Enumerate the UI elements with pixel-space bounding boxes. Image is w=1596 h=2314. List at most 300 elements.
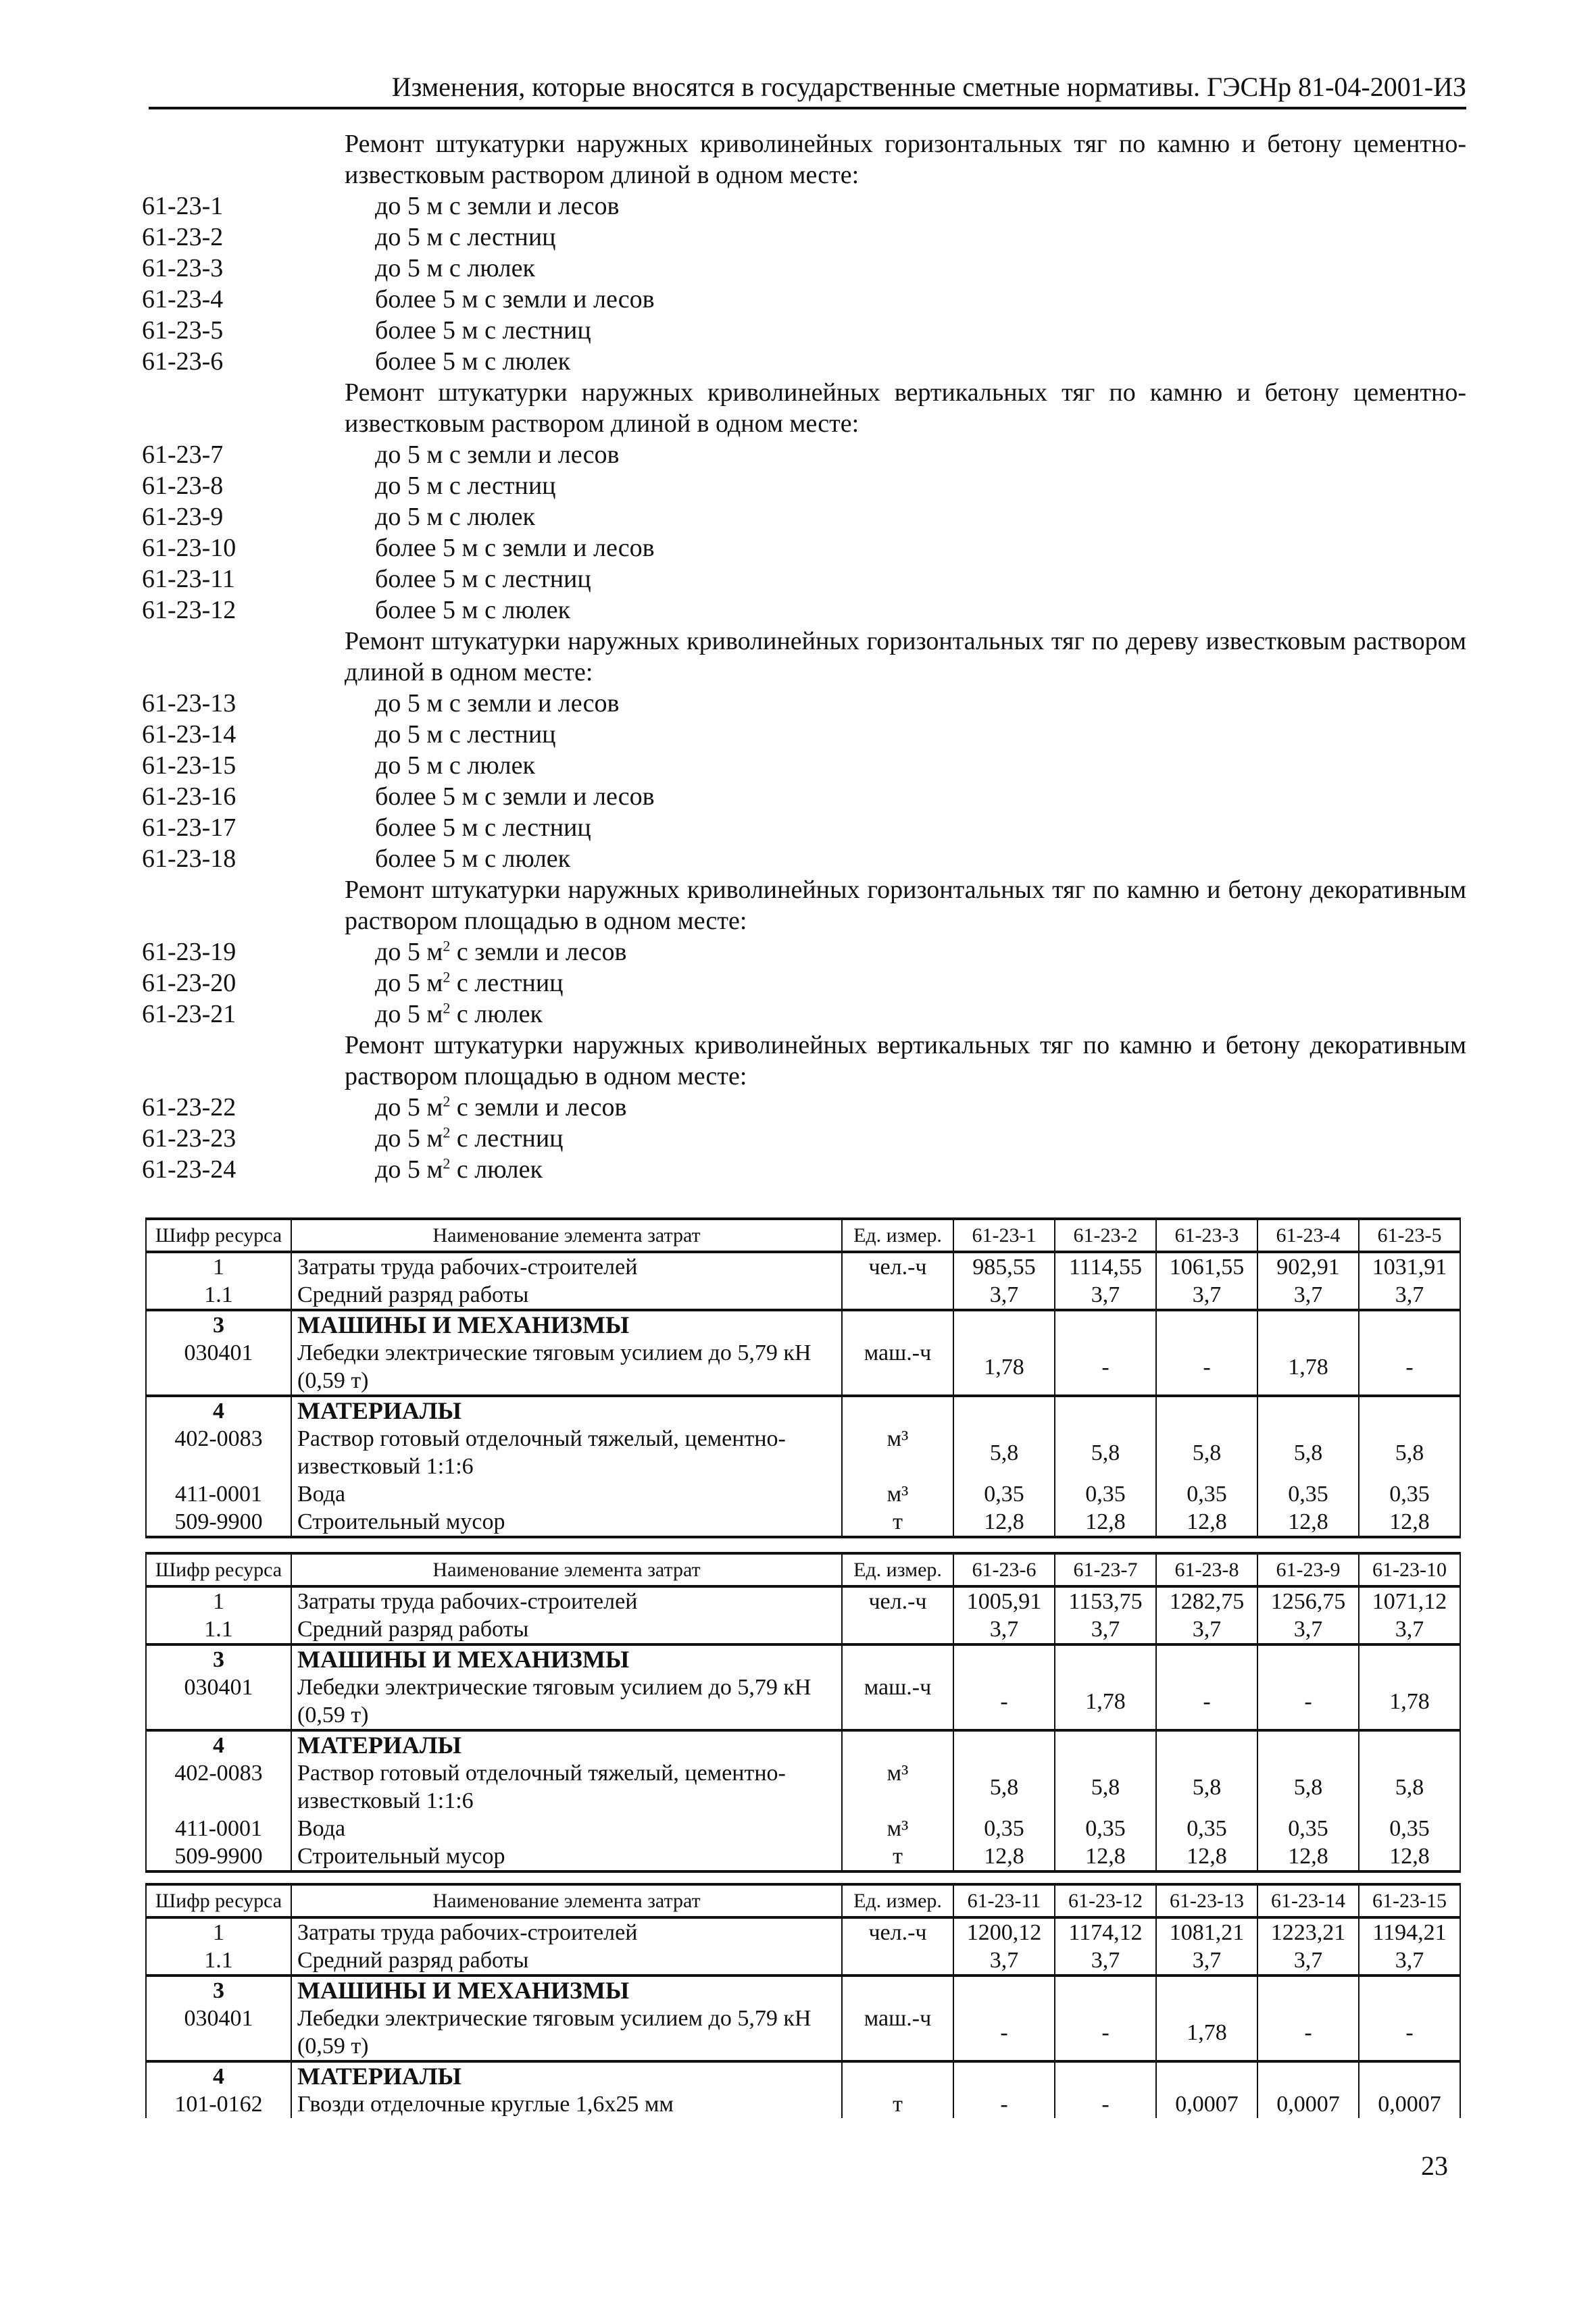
table-row [146, 1339, 1460, 1396]
resource-table-block [145, 1883, 1461, 2118]
superscript: 2 [443, 1124, 451, 1141]
resource-value: 12,8 [1257, 1508, 1359, 1537]
resource-code: 509-9900 [146, 1508, 291, 1537]
resource-value: 0,35 [1156, 1480, 1257, 1508]
table-row [146, 1615, 1460, 1644]
resource-code: 030401 [146, 2005, 291, 2061]
norm-item [142, 439, 1466, 470]
resource-code: 3 [146, 1644, 291, 1674]
col-header-norm: 61-23-3 [1156, 1219, 1257, 1252]
resource-name: Затраты труда рабочих-строителей [291, 1586, 842, 1615]
resource-value: 0,35 [1156, 1815, 1257, 1842]
text-pre: до 5 м [375, 1093, 443, 1122]
resource-value: 0,35 [1055, 1480, 1156, 1508]
col-header-norm: 61-23-8 [1156, 1553, 1257, 1586]
norm-code: 61-23-17 [142, 813, 236, 842]
col-header-unit: Ед. измер. [842, 1553, 953, 1586]
text-pre: до 5 м [375, 969, 443, 997]
norm-item [142, 843, 1466, 874]
resource-value: - [1055, 1339, 1156, 1396]
resource-value: 0,35 [1257, 1815, 1359, 1842]
resource-table-block [145, 1552, 1461, 1873]
norm-item [142, 595, 1466, 626]
resource-value [1257, 1976, 1359, 2005]
resource-value: 1,78 [1055, 1674, 1156, 1730]
resource-value: - [1055, 2090, 1156, 2118]
col-header-unit: Ед. измер. [842, 1219, 953, 1252]
resource-value [953, 1644, 1055, 1674]
table-row [146, 1759, 1460, 1815]
superscript: 2 [443, 1155, 451, 1172]
table-row [146, 1508, 1460, 1537]
norm-description [375, 1154, 543, 1185]
norm-item [142, 284, 1466, 315]
resource-value: 5,8 [953, 1759, 1055, 1815]
norm-item [142, 532, 1466, 563]
resource-unit [842, 2061, 953, 2090]
norm-code: 61-23-11 [142, 565, 235, 593]
resource-value [1359, 1644, 1460, 1674]
resource-value: 1,78 [1257, 1339, 1359, 1396]
resource-value [1055, 1976, 1156, 2005]
norm-description: более 5 м с люлек [375, 596, 571, 624]
resource-code: 402-0083 [146, 1425, 291, 1480]
resource-code: 411-0001 [146, 1815, 291, 1842]
resource-name: Гвозди отделочные круглые 1,6х25 мм [291, 2090, 842, 2118]
table-section-row [146, 1644, 1460, 1674]
norm-description: до 5 м с лестниц [375, 223, 556, 251]
col-header-norm: 61-23-14 [1257, 1884, 1359, 1917]
table-row [146, 1946, 1460, 1976]
resource-value: 12,8 [953, 1842, 1055, 1871]
col-header-norm: 61-23-13 [1156, 1884, 1257, 1917]
superscript: 2 [443, 968, 451, 986]
resource-name: Лебедки электрические тяговым усилием до 5,79 кН (0,59 т) [291, 1339, 842, 1396]
resource-value: 0,0007 [1359, 2090, 1460, 2118]
section-heading: Ремонт штукатурки наружных криволинейных горизонтальных тяг по камню и бетону декоративным раствором площадью в одном месте: [345, 876, 1466, 935]
resource-value: - [1257, 2005, 1359, 2061]
text-pre: до 5 м [375, 938, 443, 966]
resource-value [1156, 2061, 1257, 2090]
resource-value: 12,8 [1156, 1508, 1257, 1537]
text-post: с люлек [450, 1155, 543, 1184]
resource-value [1156, 1310, 1257, 1339]
resource-value [1257, 1730, 1359, 1759]
resource-table-block [145, 1217, 1461, 1538]
table-row [146, 1674, 1460, 1730]
resource-value: 3,7 [1359, 1946, 1460, 1976]
section-heading: Ремонт штукатурки наружных криволинейных вертикальных тяг по камню и бетону декоративным раствором площадью в одном месте: [345, 1031, 1466, 1090]
col-header-code: Шифр ресурса [146, 1219, 291, 1252]
resource-value [1055, 1310, 1156, 1339]
col-header-norm: 61-23-1 [953, 1219, 1055, 1252]
resource-value: 3,7 [1156, 1615, 1257, 1644]
table-row [146, 2005, 1460, 2061]
norm-code: 61-23-13 [142, 689, 236, 718]
norm-list [142, 128, 1466, 1185]
norm-description: более 5 м с люлек [375, 845, 571, 873]
resource-value: - [1055, 2005, 1156, 2061]
resource-value: 1005,91 [953, 1586, 1055, 1615]
col-header-norm: 61-23-11 [953, 1884, 1055, 1917]
resource-value: 0,35 [1359, 1480, 1460, 1508]
col-header-norm: 61-23-4 [1257, 1219, 1359, 1252]
resource-value: 985,55 [953, 1252, 1055, 1281]
norm-description [375, 1123, 564, 1154]
resource-name: МАТЕРИАЛЫ [291, 2061, 842, 2090]
resource-value: 1,78 [1359, 1674, 1460, 1730]
resource-value: 3,7 [953, 1946, 1055, 1976]
resource-table [145, 1217, 1461, 1538]
norm-code: 61-23-6 [142, 347, 224, 376]
norm-item [142, 688, 1466, 719]
text-post: с лестниц [450, 1124, 564, 1153]
resource-value: 902,91 [1257, 1252, 1359, 1281]
text-pre: до 5 м [375, 1000, 443, 1028]
norm-description: до 5 м с люлек [375, 254, 535, 282]
resource-value: 12,8 [1055, 1842, 1156, 1871]
resource-unit [842, 1644, 953, 1674]
norm-item [142, 967, 1466, 999]
resource-value: 0,35 [1359, 1815, 1460, 1842]
resource-value: 5,8 [1055, 1759, 1156, 1815]
resource-name: МАШИНЫ И МЕХАНИЗМЫ [291, 1644, 842, 1674]
norm-description: до 5 м с лестниц [375, 472, 556, 500]
resource-value [1257, 1644, 1359, 1674]
resource-value [953, 1730, 1055, 1759]
col-header-norm: 61-23-7 [1055, 1553, 1156, 1586]
resource-value [1156, 1976, 1257, 2005]
norm-item [142, 750, 1466, 781]
norm-item [142, 812, 1466, 843]
resource-value [953, 2061, 1055, 2090]
norm-item [142, 719, 1466, 750]
table-header-row [146, 1884, 1460, 1917]
resource-value: 1223,21 [1257, 1917, 1359, 1946]
resource-name: МАШИНЫ И МЕХАНИЗМЫ [291, 1310, 842, 1339]
resource-code: 030401 [146, 1339, 291, 1396]
resource-unit: т [842, 1508, 953, 1537]
resource-value: 12,8 [953, 1508, 1055, 1537]
col-header-name: Наименование элемента затрат [291, 1553, 842, 1586]
resource-unit: маш.-ч [842, 2005, 953, 2061]
resource-code: 101-0162 [146, 2090, 291, 2118]
resource-value: 0,0007 [1156, 2090, 1257, 2118]
resource-unit [842, 1281, 953, 1310]
col-header-code: Шифр ресурса [146, 1553, 291, 1586]
resource-unit: м³ [842, 1759, 953, 1815]
resource-value: 0,0007 [1257, 2090, 1359, 2118]
resource-value [1055, 1644, 1156, 1674]
norm-description: более 5 м с земли и лесов [375, 285, 655, 313]
norm-code: 61-23-3 [142, 254, 224, 282]
text-post: с люлек [450, 1000, 543, 1028]
norm-item [142, 1154, 1466, 1185]
norm-code: 61-23-12 [142, 596, 236, 624]
norm-code: 61-23-9 [142, 503, 224, 531]
col-header-norm: 61-23-9 [1257, 1553, 1359, 1586]
table-section-row [146, 2061, 1460, 2090]
norm-description: более 5 м с лестниц [375, 813, 591, 842]
col-header-unit: Ед. измер. [842, 1884, 953, 1917]
resource-unit: маш.-ч [842, 1339, 953, 1396]
norm-item [142, 1092, 1466, 1123]
resource-name: Затраты труда рабочих-строителей [291, 1917, 842, 1946]
table-row [146, 1815, 1460, 1842]
resource-value: - [1359, 2005, 1460, 2061]
document-title: Изменения, которые вносятся в государственные сметные нормативы. ГЭСНр 81-04-2001-ИЗ [391, 72, 1466, 102]
resource-value: 12,8 [1359, 1508, 1460, 1537]
resource-value: 1081,21 [1156, 1917, 1257, 1946]
resource-code: 1 [146, 1917, 291, 1946]
superscript: 2 [443, 999, 451, 1017]
resource-value [1156, 1396, 1257, 1425]
resource-value: 12,8 [1257, 1842, 1359, 1871]
norm-description: более 5 м с люлек [375, 347, 571, 376]
resource-value: 3,7 [953, 1615, 1055, 1644]
norm-item [142, 999, 1466, 1030]
resource-value: 1071,12 [1359, 1586, 1460, 1615]
resource-value [953, 1310, 1055, 1339]
resource-value: - [953, 2005, 1055, 2061]
resource-unit: м³ [842, 1425, 953, 1480]
resource-value: 12,8 [1359, 1842, 1460, 1871]
resource-code: 509-9900 [146, 1842, 291, 1871]
resource-value: 1031,91 [1359, 1252, 1460, 1281]
norm-description: до 5 м с люлек [375, 751, 535, 780]
resource-code: 1.1 [146, 1281, 291, 1310]
resource-value: 5,8 [953, 1425, 1055, 1480]
resource-unit [842, 1310, 953, 1339]
resource-value: 3,7 [1257, 1281, 1359, 1310]
resource-table [145, 1883, 1461, 2118]
col-header-code: Шифр ресурса [146, 1884, 291, 1917]
resource-unit [842, 1730, 953, 1759]
text-post: с земли и лесов [450, 1093, 627, 1122]
norm-item [142, 253, 1466, 284]
norm-description: более 5 м с земли и лесов [375, 534, 655, 562]
norm-code: 61-23-16 [142, 782, 236, 811]
table-row [146, 1917, 1460, 1946]
resource-value: 3,7 [1055, 1946, 1156, 1976]
resource-name: Лебедки электрические тяговым усилием до 5,79 кН (0,59 т) [291, 2005, 842, 2061]
resource-value [953, 1976, 1055, 2005]
norm-description: до 5 м с лестниц [375, 720, 556, 749]
norm-code: 61-23-19 [142, 938, 236, 966]
norm-code: 61-23-7 [142, 441, 224, 469]
resource-code: 030401 [146, 1674, 291, 1730]
norm-code: 61-23-4 [142, 285, 224, 313]
table-header-row [146, 1219, 1460, 1252]
resource-value: - [1359, 1339, 1460, 1396]
resource-unit: чел.-ч [842, 1252, 953, 1281]
resource-unit: т [842, 1842, 953, 1871]
resource-code: 4 [146, 1396, 291, 1425]
resource-value [953, 1396, 1055, 1425]
resource-unit: т [842, 2090, 953, 2118]
resource-code: 1 [146, 1252, 291, 1281]
norm-code: 61-23-2 [142, 223, 224, 251]
resource-name: МАТЕРИАЛЫ [291, 1730, 842, 1759]
resource-value: 5,8 [1359, 1425, 1460, 1480]
norm-description: более 5 м с лестниц [375, 316, 591, 345]
resource-value: 1153,75 [1055, 1586, 1156, 1615]
norm-code: 61-23-24 [142, 1155, 236, 1184]
resource-name: Вода [291, 1815, 842, 1842]
norm-code: 61-23-21 [142, 1000, 236, 1028]
resource-value [1156, 1730, 1257, 1759]
norm-code: 61-23-22 [142, 1093, 236, 1122]
resource-code: 402-0083 [146, 1759, 291, 1815]
norm-code: 61-23-20 [142, 969, 236, 997]
table-section-row [146, 1730, 1460, 1759]
resource-value: 3,7 [1055, 1615, 1156, 1644]
norm-description: более 5 м с лестниц [375, 565, 591, 593]
norm-code: 61-23-8 [142, 472, 224, 500]
resource-name: Затраты труда рабочих-строителей [291, 1252, 842, 1281]
table-row [146, 1252, 1460, 1281]
resource-value [1257, 1396, 1359, 1425]
resource-value: 5,8 [1156, 1759, 1257, 1815]
resource-value: 1061,55 [1156, 1252, 1257, 1281]
norm-item [142, 501, 1466, 532]
resource-value: 0,35 [1055, 1815, 1156, 1842]
table-row [146, 2090, 1460, 2118]
resource-name: Средний разряд работы [291, 1281, 842, 1310]
resource-value [1359, 1976, 1460, 2005]
resource-value [1257, 1310, 1359, 1339]
resource-value: 5,8 [1055, 1425, 1156, 1480]
resource-unit: м³ [842, 1815, 953, 1842]
resource-value: 5,8 [1257, 1759, 1359, 1815]
resource-name: Вода [291, 1480, 842, 1508]
resource-name: Строительный мусор [291, 1842, 842, 1871]
resource-code: 4 [146, 2061, 291, 2090]
resource-unit: м³ [842, 1480, 953, 1508]
resource-name: Раствор готовый отделочный тяжелый, цементно-известковый 1:1:6 [291, 1759, 842, 1815]
norm-item [142, 191, 1466, 222]
col-header-norm: 61-23-10 [1359, 1553, 1460, 1586]
section-heading: Ремонт штукатурки наружных криволинейных горизонтальных тяг по камню и бетону цементно-известковым раствором длиной в одном месте: [345, 130, 1466, 189]
norm-description: до 5 м с земли и лесов [375, 441, 620, 469]
norm-description [375, 967, 564, 999]
resource-value [1055, 1396, 1156, 1425]
norm-description: до 5 м с земли и лесов [375, 689, 620, 718]
resource-value: 12,8 [1055, 1508, 1156, 1537]
resource-unit: маш.-ч [842, 1674, 953, 1730]
resource-value: 3,7 [1257, 1946, 1359, 1976]
resource-value: 3,7 [1156, 1946, 1257, 1976]
resource-code: 1 [146, 1586, 291, 1615]
resource-value: 5,8 [1359, 1759, 1460, 1815]
superscript: 2 [443, 937, 451, 955]
resource-unit [842, 1946, 953, 1976]
norm-description: более 5 м с земли и лесов [375, 782, 655, 811]
table-section-row [146, 1976, 1460, 2005]
resource-name: Строительный мусор [291, 1508, 842, 1537]
resource-value: 5,8 [1257, 1425, 1359, 1480]
resource-value [1257, 2061, 1359, 2090]
resource-value: 1282,75 [1156, 1586, 1257, 1615]
norm-description: до 5 м с люлек [375, 503, 535, 531]
resource-value [1359, 1730, 1460, 1759]
section-heading: Ремонт штукатурки наружных криволинейных вертикальных тяг по камню и бетону цементно-известковым раствором длиной в одном месте: [345, 378, 1466, 438]
norm-item [142, 470, 1466, 501]
norm-item [142, 781, 1466, 812]
resource-value: 5,8 [1156, 1425, 1257, 1480]
resource-value [1359, 1396, 1460, 1425]
col-header-norm: 61-23-12 [1055, 1884, 1156, 1917]
table-section-row [146, 1396, 1460, 1425]
norm-item [142, 563, 1466, 595]
resource-code: 3 [146, 1976, 291, 2005]
resource-code: 411-0001 [146, 1480, 291, 1508]
text-post: с земли и лесов [450, 938, 627, 966]
section-heading: Ремонт штукатурки наружных криволинейных горизонтальных тяг по дереву известковым раствором длиной в одном месте: [345, 627, 1466, 686]
table-row [146, 1480, 1460, 1508]
resource-value: 1,78 [953, 1339, 1055, 1396]
table-section-row [146, 1310, 1460, 1339]
norm-description: до 5 м с земли и лесов [375, 192, 620, 220]
resource-value: 3,7 [1359, 1615, 1460, 1644]
norm-code: 61-23-5 [142, 316, 224, 345]
text-pre: до 5 м [375, 1155, 443, 1184]
norm-code: 61-23-15 [142, 751, 236, 780]
resource-unit [842, 1396, 953, 1425]
resource-value: 3,7 [1359, 1281, 1460, 1310]
resource-value: 3,7 [1055, 1281, 1156, 1310]
resource-value: 0,35 [953, 1815, 1055, 1842]
resource-table [145, 1552, 1461, 1873]
resource-value [1055, 2061, 1156, 2090]
norm-item [142, 936, 1466, 967]
col-header-norm: 61-23-6 [953, 1553, 1055, 1586]
resource-value: 1114,55 [1055, 1252, 1156, 1281]
norm-item [142, 315, 1466, 346]
resource-value: 1200,12 [953, 1917, 1055, 1946]
norm-description [375, 999, 543, 1030]
table-header-row [146, 1553, 1460, 1586]
resource-value: 1256,75 [1257, 1586, 1359, 1615]
resource-value: 1,78 [1156, 2005, 1257, 2061]
resource-value: 0,35 [953, 1480, 1055, 1508]
resource-value [1055, 1730, 1156, 1759]
resource-name: Средний разряд работы [291, 1946, 842, 1976]
resource-value: 3,7 [1156, 1281, 1257, 1310]
resource-value [1359, 2061, 1460, 2090]
resource-unit: чел.-ч [842, 1586, 953, 1615]
resource-code: 1.1 [146, 1946, 291, 1976]
running-header [149, 68, 1466, 109]
resource-code: 1.1 [146, 1615, 291, 1644]
resource-value: 1194,21 [1359, 1917, 1460, 1946]
text-pre: до 5 м [375, 1124, 443, 1153]
resource-unit: чел.-ч [842, 1917, 953, 1946]
norm-code: 61-23-18 [142, 845, 236, 873]
page-number: 23 [1421, 2150, 1448, 2181]
text-post: с лестниц [450, 969, 564, 997]
col-header-name: Наименование элемента затрат [291, 1219, 842, 1252]
norm-description [375, 1092, 626, 1123]
table-row [146, 1425, 1460, 1480]
resource-code: 3 [146, 1310, 291, 1339]
resource-value: 0,35 [1257, 1480, 1359, 1508]
col-header-norm: 61-23-2 [1055, 1219, 1156, 1252]
norm-description [375, 936, 626, 967]
resource-code: 4 [146, 1730, 291, 1759]
col-header-norm: 61-23-15 [1359, 1884, 1460, 1917]
resource-value: - [1156, 1674, 1257, 1730]
